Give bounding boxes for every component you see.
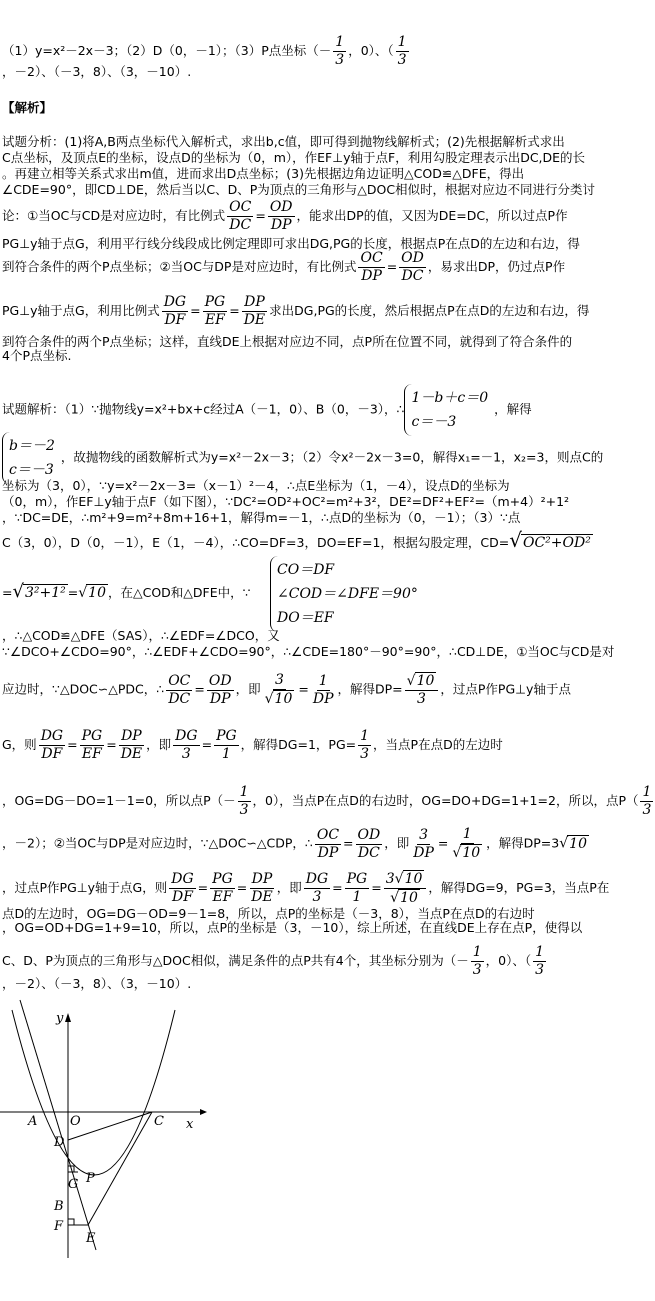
solution-line: 点D的左边时，OG=DG－OD=9－1=8，所以，点P的坐标是（－3，8），当点P在点D的右边时 bbox=[2, 906, 535, 921]
solution-line: ∵∠DCO+∠CDO=90°，∴∠EDF+∠CDO=90°，∴∠CDE=180°－90°=90°，∴CD⊥DE，①当OC与CD是对 bbox=[2, 644, 615, 659]
label-y: y bbox=[56, 1011, 64, 1026]
label-g: G bbox=[68, 1177, 79, 1192]
parabola-curve bbox=[12, 1010, 175, 1175]
label-f: F bbox=[54, 1219, 64, 1234]
label-o: O bbox=[70, 1114, 81, 1129]
solution-line: ，－2）；②当OC与DP是对应边时，∵△DOC∽△CDP，∴ $\frac{OC}{DP}$ = $\frac{OD}{DC}$ ，即 $\frac{3}{DP}$ = $\frac{1}{√10}$ ，解得DP=3√10 bbox=[2, 826, 587, 861]
solution-line: ，OG=DG－DO=1－1=0，所以点P（－ $\frac{1}{3}$ ，0），当点P在点D的右边时，OG=DO+DG=1+1=2，所以，点P（ $\frac{1}{3}$ bbox=[2, 784, 652, 818]
label-p: P bbox=[86, 1171, 95, 1186]
analysis-line: PG⊥y轴于点G，利用平行线分线段成比例定理即可求出DG,PG的长度，根据点P在点D的左边和右边，得 bbox=[2, 236, 580, 251]
solution-line: C、D、P为顶点的三角形与△DOC相似，满足条件的点P共有4个，其坐标分别为（－ $\frac{1}{3}$ ，0）、（ $\frac{1}{3}$ bbox=[2, 944, 544, 978]
solution-line: ，－2）、（－3，8）、（3，－10）. bbox=[2, 976, 192, 991]
solution-line: （0，m），作EF⊥y轴于点F（如下图），∵DC²=OD²+OC²=m²+3²，DE²=DF²+EF²=（m+4）²+1² bbox=[2, 494, 570, 509]
solution-line: 试题解析：（1）∵抛物线y=x²+bx+c经过A（－1，0）、B（0，－3），∴1－b＋c＝0 c＝－3，解得 bbox=[2, 384, 532, 436]
analysis-line: 到符合条件的两个P点坐标；这样，直线DE上根据对应边不同，点P所在位置不同，就得到了符合条件的 bbox=[2, 334, 573, 349]
x-axis-arrow bbox=[200, 1109, 207, 1115]
solution-line: b＝－2 c＝－3，故抛物线的函数解析式为y=x²－2x－3；（2）令x²－2x－3=0，解得x₁=－1，x₂=3，则点C的 bbox=[2, 432, 603, 484]
analysis-line: 试题分析：(1)将A,B两点坐标代入解析式，求出b,c值，即可得到抛物线解析式；(2)先根据解析式求出 bbox=[2, 134, 565, 149]
analysis-line: 4个P点坐标. bbox=[2, 348, 72, 363]
parabola-graph bbox=[0, 1010, 230, 1260]
label-b: B bbox=[54, 1199, 64, 1214]
analysis-line: 论：①当OC与CD是对应边时，有比例式 $\frac{OC}{DC}$ = $\frac{OD}{DP}$ ，能求出DP的值，又因为DE=DC，所以过点P作 bbox=[2, 199, 568, 233]
solution-line: C（3，0），D（0，－1），E（1，－4），∴CO=DF=3，DO=EF=1，根据勾股定理，CD=√OC²+OD² bbox=[2, 528, 591, 552]
segment-ce bbox=[88, 1112, 152, 1225]
answer-line-2: ，－2）、（－3，8）、（3，－10）. bbox=[2, 64, 192, 79]
solution-line: G，则 $\frac{DG}{DF}$ = $\frac{PG}{EF}$ = $\frac{DP}{DE}$ ，即 $\frac{DG}{3}$ = $\frac{PG}{1}$ ，解得DG=1，PG= $\frac{1}{3}$ ，当点P在点D的左边时 bbox=[2, 728, 503, 762]
y-axis-arrow bbox=[65, 1013, 71, 1022]
right-angle-f bbox=[68, 1219, 74, 1225]
analysis-line: 到符合条件的两个P点坐标；②当OC与DP是对应边时，有比例式 $\frac{OC}{DP}$ = $\frac{OD}{DC}$ ，易求出DP，仍过点P作 bbox=[2, 250, 566, 284]
solution-line: ，OG=OD+DG=1+9=10，所以，点P的坐标是（3，－10），综上所述，在直线DE上存在点P，使得以 bbox=[2, 920, 583, 935]
solution-system: CO＝DF ∠COD＝∠DFE＝90° DO＝EF bbox=[270, 556, 424, 632]
analysis-line: PG⊥y轴于点G，利用比例式 $\frac{DG}{DF}$ = $\frac{PG}{EF}$ = $\frac{DP}{DE}$ 求出DG,PG的长度，然后根据点P在点D的左边和右边，得 bbox=[2, 294, 590, 328]
analysis-line: C点坐标，及顶点E的坐标，设点D的坐标为（0，m），作EF⊥y轴于点F，利用勾股定理表示出DC,DE的长 bbox=[2, 150, 586, 165]
label-d: D bbox=[54, 1135, 65, 1150]
analysis-line: ∠CDE=90°，即CD⊥DE，然后当以C、D、P为顶点的三角形与△DOC相似时，根据对应边不同进行分类讨 bbox=[2, 182, 596, 197]
solution-line: 坐标为（3，0），∵y=x²－2x－3=（x－1）²－4，∴点E坐标为（1，－4），设点D的坐标为 bbox=[2, 478, 510, 493]
solution-line: ，∴△COD≌△DFE（SAS），∴∠EDF=∠DCO，又 bbox=[2, 628, 280, 643]
analysis-line: 。再建立相等关系式求出m值，进而求出D点坐标；(3)先根据边角边证明△COD≌△DFE，得出 bbox=[2, 166, 525, 181]
label-x: x bbox=[186, 1117, 194, 1132]
solution-line: ，∵DC=DE，∴m²+9=m²+8m+16+1，解得m=－1，∴点D的坐标为（0，－1）；（3）∵点 bbox=[2, 510, 521, 525]
solution-line: ，过点P作PG⊥y轴于点G，则 $\frac{DG}{DF}$ = $\frac{PG}{EF}$ = $\frac{DP}{DE}$ ，即 $\frac{DG}{3}$ = $\frac{PG}{1}$ = $\frac{3√10}{√10}$ ，解得DG=9，PG=3，当点P在 bbox=[2, 871, 610, 906]
solution-line: 应边时，∵△DOC∽△PDC，∴ $\frac{OC}{DC}$ = $\frac{OD}{DP}$ ，即 $\frac{3}{√10}$ = $\frac{1}{DP}$ ，解得DP= $\frac{√10}{3}$ ，过点P作PG⊥y轴于点 bbox=[2, 672, 571, 707]
answer-line-1: （1）y=x²－2x－3；（2）D（0，－1）；（3）P点坐标（－ $\frac{1}{3}$ ，0）、（ $\frac{1}{3}$ bbox=[2, 34, 407, 68]
label-c: C bbox=[154, 1114, 164, 1129]
label-e: E bbox=[86, 1231, 96, 1246]
solution-line: =√3²+1² =√10 ，在△COD和△DFE中，∵ bbox=[2, 581, 251, 602]
jiexi-title: 【解析】 bbox=[2, 100, 53, 115]
label-a: A bbox=[28, 1114, 38, 1129]
